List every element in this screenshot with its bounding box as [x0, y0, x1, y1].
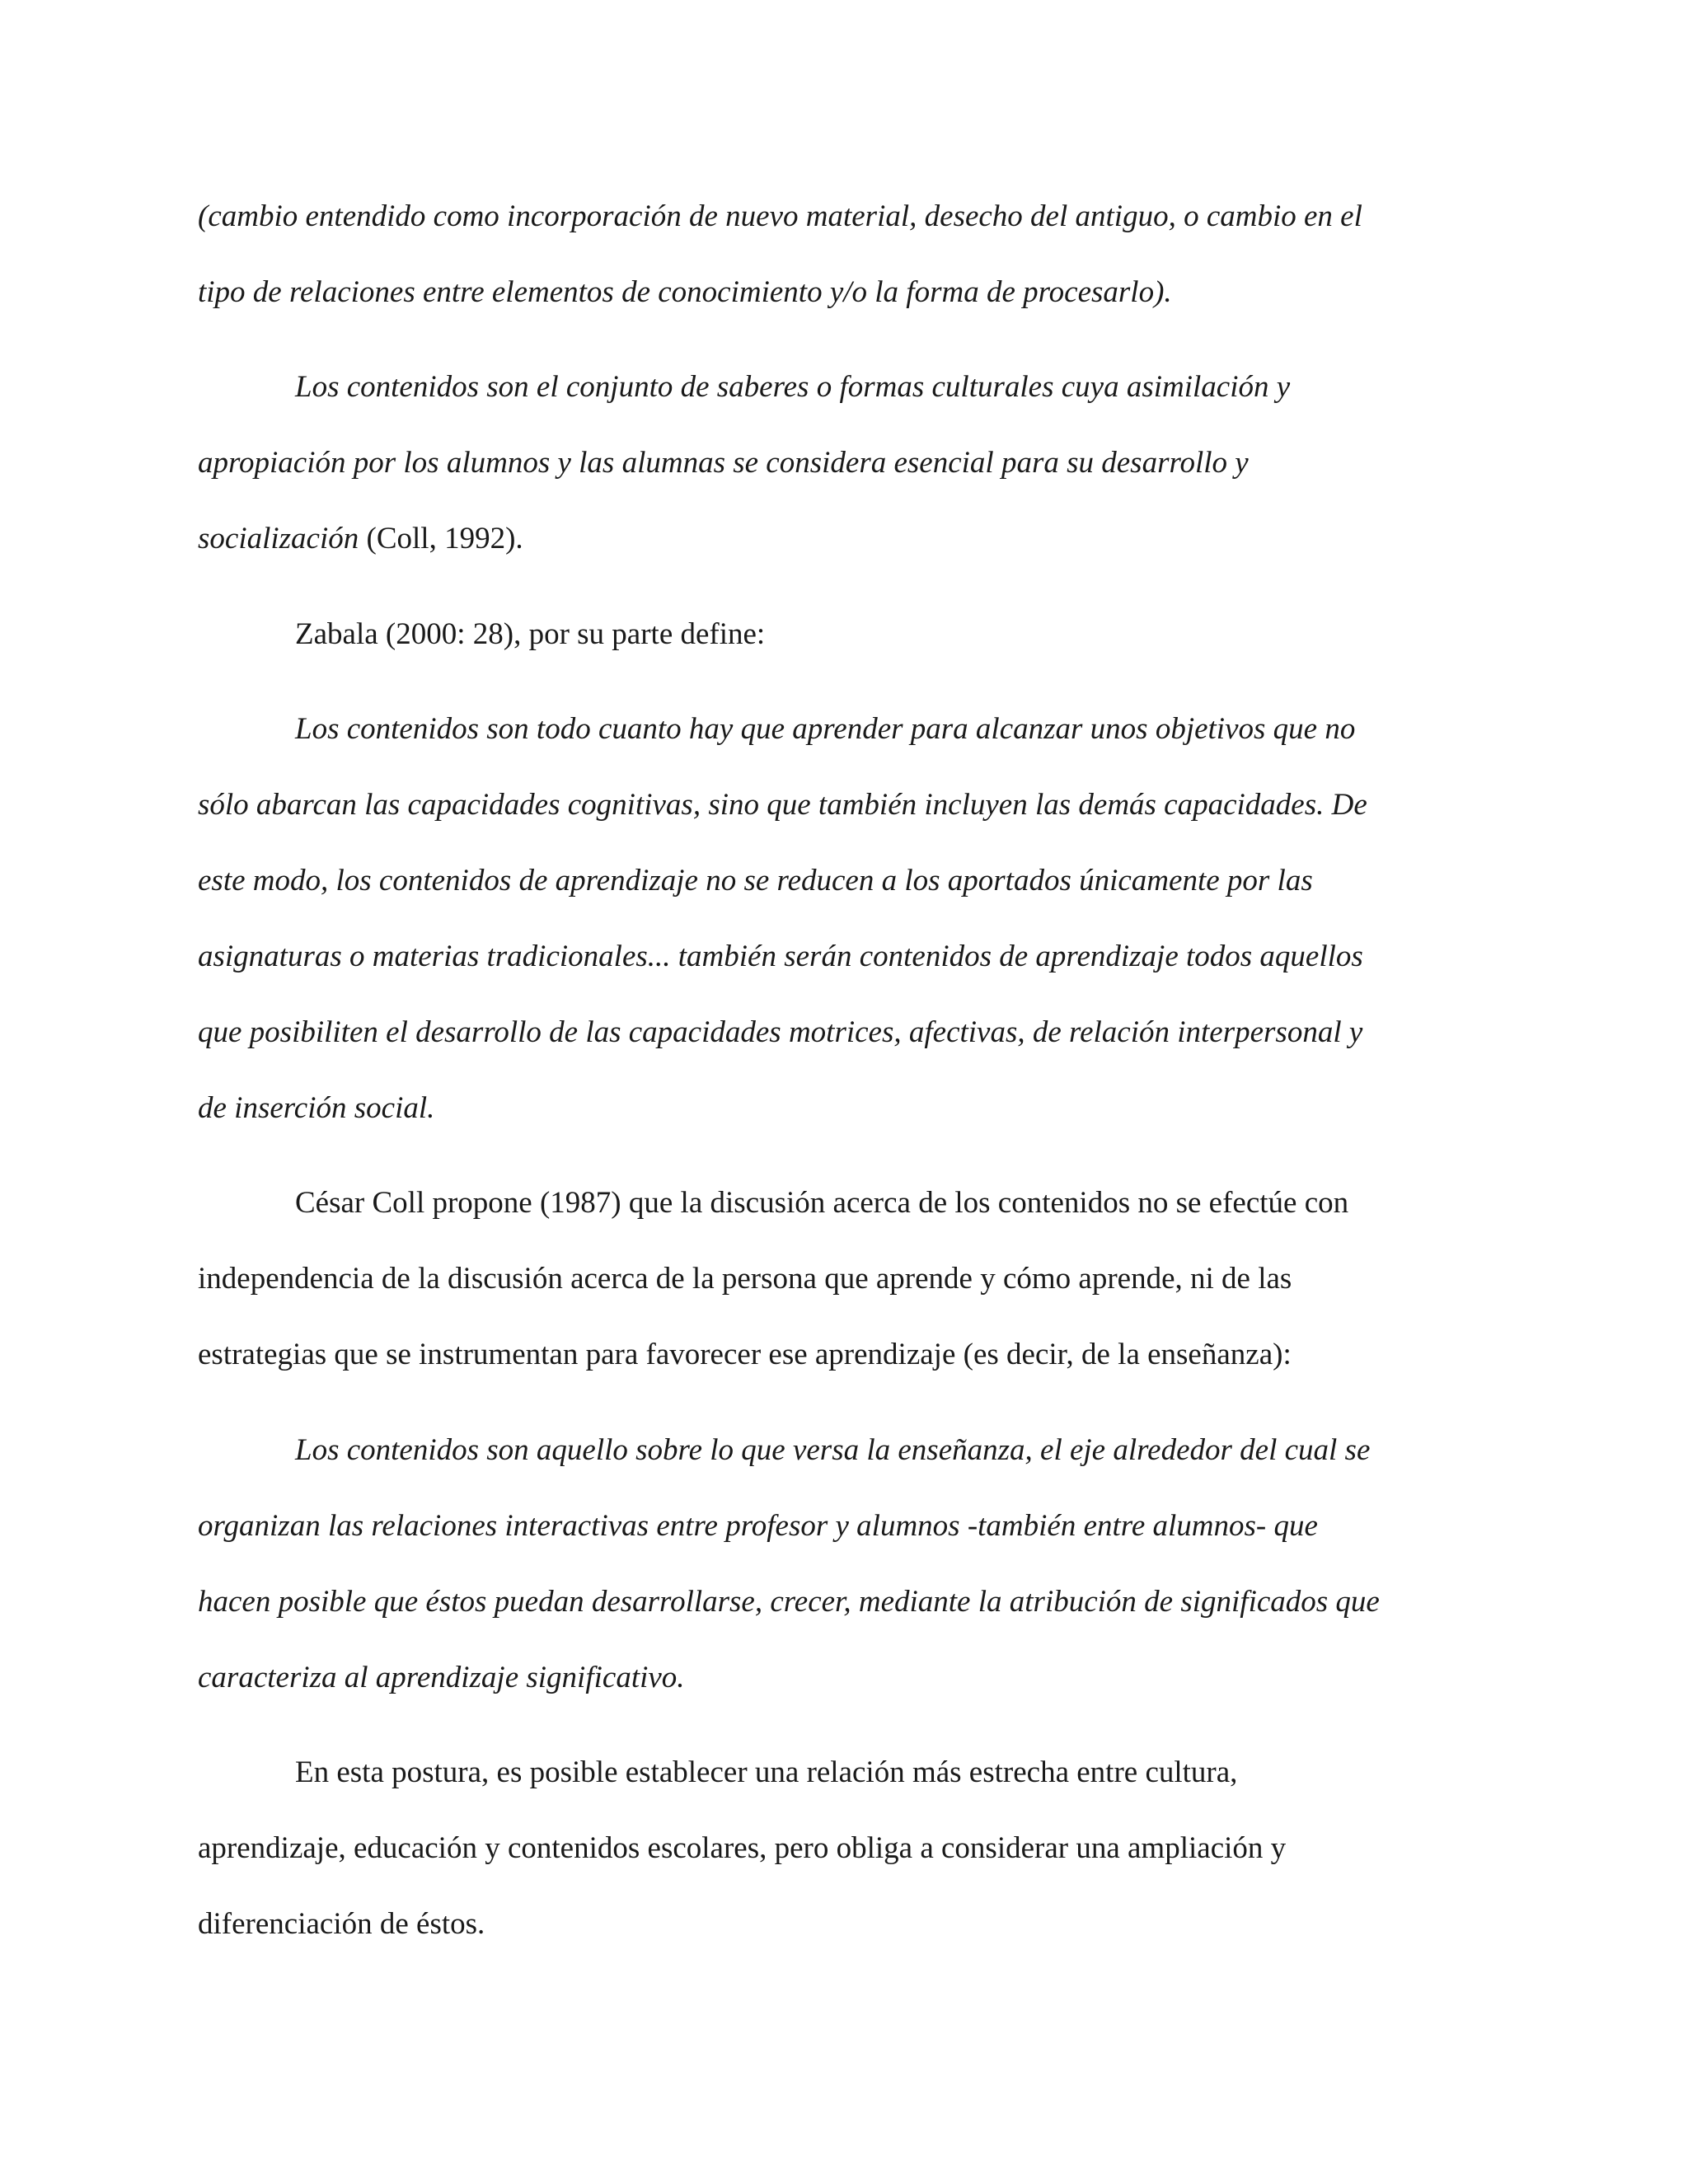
text-line: que posibiliten el desarrollo de las capacidades motrices, afectivas, de relación interpersonal y — [198, 1015, 1363, 1049]
text-line: diferenciación de éstos. — [198, 1907, 485, 1941]
text-line: (cambio entendido como incorporación de nuevo material, desecho del antiguo, o cambio en el — [198, 199, 1362, 233]
text-line: César Coll propone (1987) que la discusión acerca de los contenidos no se efectúe con — [295, 1186, 1349, 1220]
text-line: estrategias que se instrumentan para favorecer ese aprendizaje (es decir, de la enseñanza): — [198, 1338, 1292, 1371]
text-line: apropiación por los alumnos y las alumnas se considera esencial para su desarrollo y — [198, 446, 1249, 480]
text-line: En esta postura, es posible establecer una relación más estrecha entre cultura, — [295, 1755, 1238, 1789]
text-line: este modo, los contenidos de aprendizaje no se reducen a los aportados únicamente por las — [198, 864, 1313, 898]
text-line: Los contenidos son aquello sobre lo que versa la enseñanza, el eje alrededor del cual se — [295, 1433, 1371, 1467]
text-line: caracteriza al aprendizaje significativo. — [198, 1661, 685, 1694]
italic-run: socialización — [198, 522, 359, 555]
text-line: Los contenidos son todo cuanto hay que aprender para alcanzar unos objetivos que no — [295, 712, 1356, 746]
text-line: independencia de la discusión acerca de la persona que aprende y cómo aprende, ni de las — [198, 1262, 1292, 1296]
citation: (Coll, 1992). — [366, 522, 523, 555]
text-line: aprendizaje, educación y contenidos escolares, pero obliga a considerar una ampliación y — [198, 1831, 1287, 1865]
text-line — [198, 521, 523, 557]
text-line: Zabala (2000: 28), por su parte define: — [295, 617, 766, 651]
text-line: organizan las relaciones interactivas entre profesor y alumnos -también entre alumnos- que — [198, 1509, 1318, 1543]
text-line: asignaturas o materias tradicionales... también serán contenidos de aprendizaje todos aquellos — [198, 940, 1363, 973]
text-line: sólo abarcan las capacidades cognitivas, sino que también incluyen las demás capacidades. De — [198, 788, 1367, 822]
text-line: Los contenidos son el conjunto de saberes o formas culturales cuya asimilación y — [295, 370, 1291, 404]
text-line: de inserción social. — [198, 1091, 435, 1125]
text-line: hacen posible que éstos puedan desarrollarse, crecer, mediante la atribución de significados que — [198, 1585, 1380, 1619]
text-line: tipo de relaciones entre elementos de conocimiento y/o la forma de procesarlo). — [198, 275, 1172, 309]
